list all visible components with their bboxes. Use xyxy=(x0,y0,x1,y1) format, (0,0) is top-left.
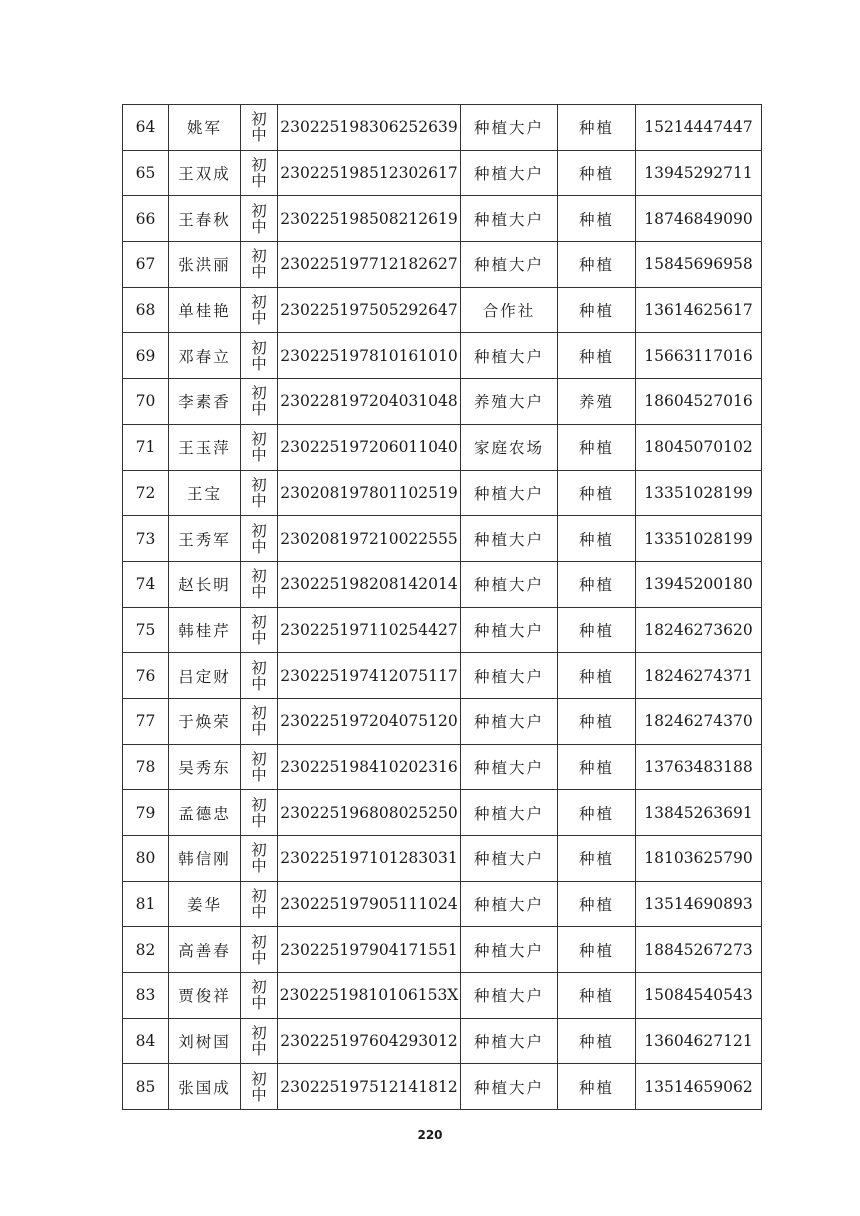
entity-type-cell: 种植大户 xyxy=(461,698,558,744)
education-char: 初 xyxy=(251,841,267,860)
education-char: 中 xyxy=(251,217,267,236)
education-cell xyxy=(241,424,278,470)
entity-type-cell: 种植大户 xyxy=(461,470,558,516)
table-row xyxy=(123,1018,762,1064)
id-number-cell: 230225198306252639 xyxy=(278,105,461,151)
phone-cell: 13514690893 xyxy=(636,881,762,927)
phone-cell: 13845263691 xyxy=(636,790,762,836)
education-char: 初 xyxy=(251,338,267,357)
page-number: 220 xyxy=(417,1128,443,1142)
education-cell xyxy=(241,470,278,516)
education-char: 初 xyxy=(251,1069,267,1088)
phone-cell: 18246274371 xyxy=(636,653,762,699)
id-number-cell: 230225198508212619 xyxy=(278,196,461,242)
table-row xyxy=(123,333,762,379)
education-cell xyxy=(241,561,278,607)
education-char: 中 xyxy=(251,537,267,556)
table-row xyxy=(123,196,762,242)
id-number-cell: 230228197204031048 xyxy=(278,379,461,425)
entity-type-cell: 种植大户 xyxy=(461,561,558,607)
entity-type-cell: 种植大户 xyxy=(461,196,558,242)
phone-cell: 18103625790 xyxy=(636,836,762,882)
table-row xyxy=(123,744,762,790)
education-char: 中 xyxy=(251,354,267,373)
phone-cell: 13604627121 xyxy=(636,1018,762,1064)
entity-type-cell: 种植大户 xyxy=(461,836,558,882)
phone-cell: 18746849090 xyxy=(636,196,762,242)
table-row xyxy=(123,561,762,607)
entity-type-cell: 种植大户 xyxy=(461,242,558,288)
education-char: 初 xyxy=(251,704,267,723)
entity-type-cell: 种植大户 xyxy=(461,653,558,699)
education-char: 中 xyxy=(251,674,267,693)
table-row xyxy=(123,242,762,288)
name-cell: 赵长明 xyxy=(169,561,241,607)
phone-cell: 18246273620 xyxy=(636,607,762,653)
education-char: 初 xyxy=(251,430,267,449)
entity-type-cell: 种植大户 xyxy=(461,790,558,836)
education-cell xyxy=(241,653,278,699)
id-number-cell: 230225197604293012 xyxy=(278,1018,461,1064)
industry-cell: 种植 xyxy=(558,424,636,470)
entity-type-cell: 种植大户 xyxy=(461,881,558,927)
table-row xyxy=(123,516,762,562)
name-cell: 韩桂芹 xyxy=(169,607,241,653)
row-number-cell: 85 xyxy=(123,1064,169,1110)
id-number-cell: 230208197801102519 xyxy=(278,470,461,516)
row-number-cell: 72 xyxy=(123,470,169,516)
education-char: 中 xyxy=(251,172,267,191)
name-cell: 王玉萍 xyxy=(169,424,241,470)
phone-cell: 15214447447 xyxy=(636,105,762,151)
entity-type-cell: 种植大户 xyxy=(461,927,558,973)
industry-cell: 种植 xyxy=(558,973,636,1019)
industry-cell: 种植 xyxy=(558,105,636,151)
education-char: 中 xyxy=(251,1085,267,1104)
name-cell: 张洪丽 xyxy=(169,242,241,288)
entity-type-cell: 种植大户 xyxy=(461,1018,558,1064)
row-number-cell: 83 xyxy=(123,973,169,1019)
education-cell xyxy=(241,836,278,882)
row-number-cell: 81 xyxy=(123,881,169,927)
table-row xyxy=(123,105,762,151)
education-char: 中 xyxy=(251,400,267,419)
id-number-cell: 230225197412075117 xyxy=(278,653,461,699)
table-row xyxy=(123,379,762,425)
id-number-cell: 230225197110254427 xyxy=(278,607,461,653)
education-char: 中 xyxy=(251,628,267,647)
row-number-cell: 71 xyxy=(123,424,169,470)
education-cell xyxy=(241,333,278,379)
name-cell: 李素香 xyxy=(169,379,241,425)
table-row xyxy=(123,287,762,333)
education-cell xyxy=(241,105,278,151)
phone-cell: 13945292711 xyxy=(636,150,762,196)
education-char: 初 xyxy=(251,978,267,997)
education-cell xyxy=(241,744,278,790)
industry-cell: 种植 xyxy=(558,744,636,790)
entity-type-cell: 合作社 xyxy=(461,287,558,333)
table-row xyxy=(123,973,762,1019)
education-cell xyxy=(241,698,278,744)
education-char: 初 xyxy=(251,475,267,494)
id-number-cell: 230225197905111024 xyxy=(278,881,461,927)
table-row xyxy=(123,424,762,470)
entity-type-cell: 种植大户 xyxy=(461,150,558,196)
name-cell: 韩信刚 xyxy=(169,836,241,882)
industry-cell: 种植 xyxy=(558,790,636,836)
table-row xyxy=(123,836,762,882)
education-cell xyxy=(241,927,278,973)
education-char: 中 xyxy=(251,126,267,145)
entity-type-cell: 种植大户 xyxy=(461,105,558,151)
education-char: 初 xyxy=(251,156,267,175)
table-row xyxy=(123,470,762,516)
row-number-cell: 79 xyxy=(123,790,169,836)
education-char: 中 xyxy=(251,263,267,282)
name-cell: 王春秋 xyxy=(169,196,241,242)
entity-type-cell: 养殖大户 xyxy=(461,379,558,425)
phone-cell: 13351028199 xyxy=(636,516,762,562)
table-row xyxy=(123,150,762,196)
phone-cell: 13763483188 xyxy=(636,744,762,790)
roster-body xyxy=(123,105,762,1110)
phone-cell: 13351028199 xyxy=(636,470,762,516)
name-cell: 张国成 xyxy=(169,1064,241,1110)
row-number-cell: 65 xyxy=(123,150,169,196)
education-cell xyxy=(241,973,278,1019)
education-char: 中 xyxy=(251,765,267,784)
name-cell: 姜华 xyxy=(169,881,241,927)
table-row xyxy=(123,698,762,744)
id-number-cell: 230225197904171551 xyxy=(278,927,461,973)
phone-cell: 18246274370 xyxy=(636,698,762,744)
row-number-cell: 80 xyxy=(123,836,169,882)
table-row xyxy=(123,881,762,927)
industry-cell: 种植 xyxy=(558,836,636,882)
industry-cell: 种植 xyxy=(558,516,636,562)
education-char: 中 xyxy=(251,994,267,1013)
education-char: 中 xyxy=(251,446,267,465)
education-char: 中 xyxy=(251,857,267,876)
name-cell: 王秀军 xyxy=(169,516,241,562)
phone-cell: 18845267273 xyxy=(636,927,762,973)
row-number-cell: 68 xyxy=(123,287,169,333)
education-cell xyxy=(241,881,278,927)
row-number-cell: 70 xyxy=(123,379,169,425)
education-cell xyxy=(241,150,278,196)
row-number-cell: 77 xyxy=(123,698,169,744)
industry-cell: 种植 xyxy=(558,698,636,744)
phone-cell: 18045070102 xyxy=(636,424,762,470)
id-number-cell: 230225198410202316 xyxy=(278,744,461,790)
education-cell xyxy=(241,790,278,836)
id-number-cell: 230225198208142014 xyxy=(278,561,461,607)
industry-cell: 种植 xyxy=(558,470,636,516)
row-number-cell: 74 xyxy=(123,561,169,607)
education-cell xyxy=(241,607,278,653)
row-number-cell: 84 xyxy=(123,1018,169,1064)
education-char: 初 xyxy=(251,201,267,220)
education-char: 初 xyxy=(251,1024,267,1043)
phone-cell: 15845696958 xyxy=(636,242,762,288)
table-row xyxy=(123,1064,762,1110)
education-char: 中 xyxy=(251,811,267,830)
id-number-cell: 230225197505292647 xyxy=(278,287,461,333)
table-row xyxy=(123,607,762,653)
roster-table xyxy=(122,104,762,1110)
education-char: 初 xyxy=(251,749,267,768)
entity-type-cell: 种植大户 xyxy=(461,607,558,653)
education-char: 中 xyxy=(251,583,267,602)
entity-type-cell: 种植大户 xyxy=(461,973,558,1019)
industry-cell: 种植 xyxy=(558,607,636,653)
row-number-cell: 66 xyxy=(123,196,169,242)
industry-cell: 种植 xyxy=(558,150,636,196)
industry-cell: 养殖 xyxy=(558,379,636,425)
id-number-cell: 230225197101283031 xyxy=(278,836,461,882)
education-cell xyxy=(241,379,278,425)
table-row xyxy=(123,790,762,836)
name-cell: 王双成 xyxy=(169,150,241,196)
education-cell xyxy=(241,287,278,333)
phone-cell: 13514659062 xyxy=(636,1064,762,1110)
row-number-cell: 64 xyxy=(123,105,169,151)
row-number-cell: 67 xyxy=(123,242,169,288)
education-cell xyxy=(241,1064,278,1110)
id-number-cell: 230225197206011040 xyxy=(278,424,461,470)
id-number-cell: 230208197210022555 xyxy=(278,516,461,562)
education-char: 初 xyxy=(251,658,267,677)
education-char: 中 xyxy=(251,491,267,510)
education-char: 初 xyxy=(251,521,267,540)
entity-type-cell: 家庭农场 xyxy=(461,424,558,470)
education-char: 初 xyxy=(251,567,267,586)
education-char: 初 xyxy=(251,932,267,951)
entity-type-cell: 种植大户 xyxy=(461,333,558,379)
row-number-cell: 75 xyxy=(123,607,169,653)
id-number-cell: 230225197810161010 xyxy=(278,333,461,379)
phone-cell: 18604527016 xyxy=(636,379,762,425)
id-number-cell: 230225197512141812 xyxy=(278,1064,461,1110)
entity-type-cell: 种植大户 xyxy=(461,744,558,790)
name-cell: 吴秀东 xyxy=(169,744,241,790)
entity-type-cell: 种植大户 xyxy=(461,516,558,562)
industry-cell: 种植 xyxy=(558,561,636,607)
name-cell: 于焕荣 xyxy=(169,698,241,744)
phone-cell: 13945200180 xyxy=(636,561,762,607)
education-char: 初 xyxy=(251,110,267,129)
row-number-cell: 73 xyxy=(123,516,169,562)
row-number-cell: 78 xyxy=(123,744,169,790)
name-cell: 王宝 xyxy=(169,470,241,516)
education-cell xyxy=(241,196,278,242)
name-cell: 单桂艳 xyxy=(169,287,241,333)
row-number-cell: 82 xyxy=(123,927,169,973)
industry-cell: 种植 xyxy=(558,881,636,927)
education-char: 初 xyxy=(251,247,267,266)
name-cell: 高善春 xyxy=(169,927,241,973)
phone-cell: 13614625617 xyxy=(636,287,762,333)
row-number-cell: 76 xyxy=(123,653,169,699)
name-cell: 孟德忠 xyxy=(169,790,241,836)
industry-cell: 种植 xyxy=(558,333,636,379)
education-cell xyxy=(241,242,278,288)
education-char: 中 xyxy=(251,309,267,328)
industry-cell: 种植 xyxy=(558,1018,636,1064)
id-number-cell: 23022519810106153X xyxy=(278,973,461,1019)
phone-cell: 15084540543 xyxy=(636,973,762,1019)
row-number-cell: 69 xyxy=(123,333,169,379)
phone-cell: 15663117016 xyxy=(636,333,762,379)
industry-cell: 种植 xyxy=(558,196,636,242)
education-cell xyxy=(241,516,278,562)
education-cell xyxy=(241,1018,278,1064)
industry-cell: 种植 xyxy=(558,287,636,333)
id-number-cell: 230225198512302617 xyxy=(278,150,461,196)
industry-cell: 种植 xyxy=(558,653,636,699)
industry-cell: 种植 xyxy=(558,242,636,288)
id-number-cell: 230225196808025250 xyxy=(278,790,461,836)
education-char: 初 xyxy=(251,612,267,631)
id-number-cell: 230225197712182627 xyxy=(278,242,461,288)
industry-cell: 种植 xyxy=(558,927,636,973)
education-char: 初 xyxy=(251,293,267,312)
industry-cell: 种植 xyxy=(558,1064,636,1110)
education-char: 初 xyxy=(251,887,267,906)
name-cell: 姚军 xyxy=(169,105,241,151)
education-char: 中 xyxy=(251,948,267,967)
name-cell: 邓春立 xyxy=(169,333,241,379)
education-char: 中 xyxy=(251,903,267,922)
education-char: 中 xyxy=(251,1040,267,1059)
table-row xyxy=(123,927,762,973)
name-cell: 吕定财 xyxy=(169,653,241,699)
name-cell: 贾俊祥 xyxy=(169,973,241,1019)
id-number-cell: 230225197204075120 xyxy=(278,698,461,744)
name-cell: 刘树国 xyxy=(169,1018,241,1064)
entity-type-cell: 种植大户 xyxy=(461,1064,558,1110)
education-char: 初 xyxy=(251,795,267,814)
table-row xyxy=(123,653,762,699)
education-char: 初 xyxy=(251,384,267,403)
education-char: 中 xyxy=(251,720,267,739)
